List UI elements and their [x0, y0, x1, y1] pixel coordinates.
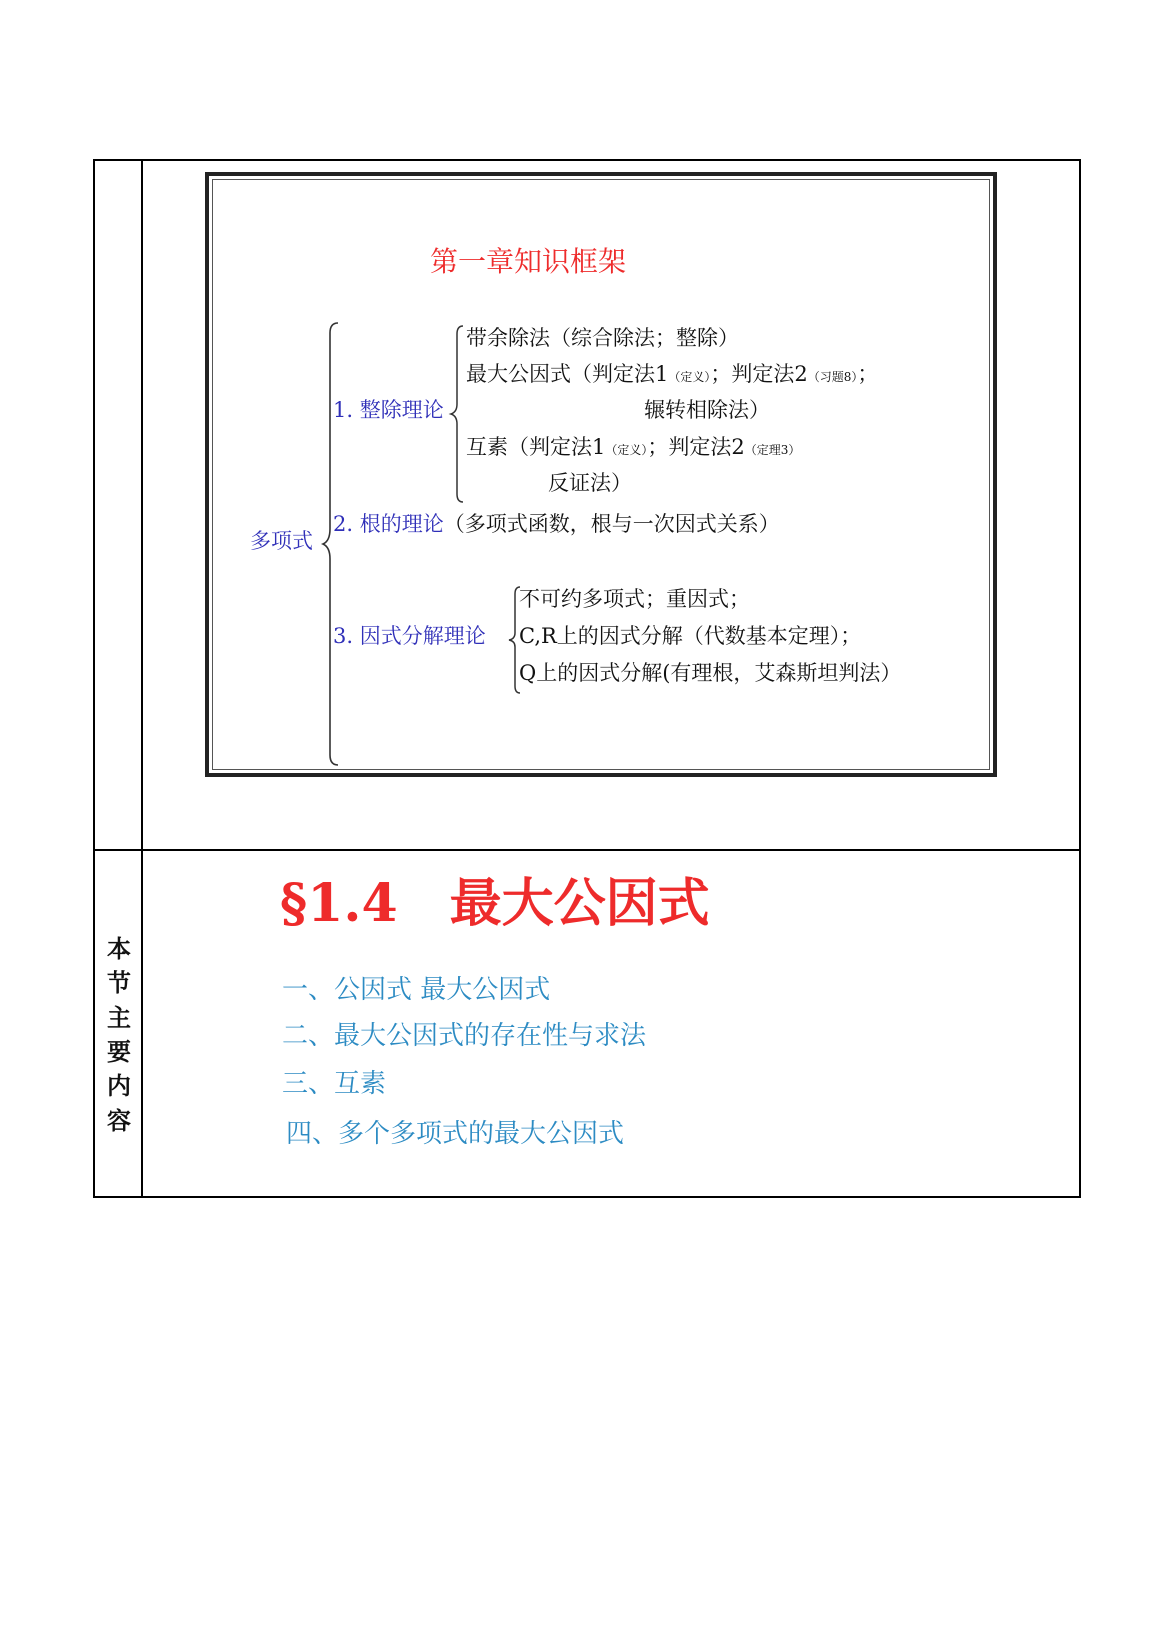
branch-1-item-2: [466, 364, 878, 385]
table-border-middle: [93, 849, 1081, 851]
coprime-line-mid: ；判定法2: [647, 435, 745, 459]
branch-2-label: 2. 根的理论: [333, 512, 444, 536]
branch-1-item-1: 带余除法（综合除法；整除）: [466, 326, 739, 350]
side-label-char-1: 本: [107, 935, 131, 963]
branch-2: [333, 514, 780, 535]
coprime-note-definition: （定义）: [605, 443, 648, 457]
coprime-line-start: 互素（判定法1: [466, 435, 606, 459]
table-border-right: [1079, 159, 1081, 1198]
branch-3-item-2: C,R上的因式分解（代数基本定理）；: [519, 624, 862, 648]
gcd-line-mid: ；判定法2: [710, 362, 808, 386]
section-item-1: 一、公因式 最大公因式: [282, 975, 551, 1005]
side-label-char-6: 容: [107, 1107, 131, 1135]
branch-1-brace: [447, 324, 467, 504]
section-item-3: 三、互素: [282, 1069, 387, 1099]
side-label-char-4: 要: [107, 1038, 131, 1066]
table-border-left: [93, 159, 95, 1198]
diagram-title: 第一章知识框架: [430, 245, 627, 278]
section-item-2: 二、最大公因式的存在性与求法: [282, 1021, 647, 1051]
gcd-note-definition: （定义）: [668, 370, 711, 384]
branch-3-item-1: 不可约多项式；重因式；: [519, 587, 750, 611]
side-label-char-3: 主: [107, 1004, 131, 1032]
branch-3-item-3: Q上的因式分解(有理根，艾森斯坦判法）: [519, 661, 902, 685]
branch-3-label: 3. 因式分解理论: [333, 624, 486, 648]
table-border-top: [93, 159, 1081, 161]
gcd-note-exercise: （习题8）: [807, 370, 858, 384]
gcd-line-start: 最大公因式（判定法1: [466, 362, 669, 386]
table-border-bottom: [93, 1196, 1081, 1198]
branch-1-label: 1. 整除理论: [333, 398, 444, 422]
branch-2-text: （多项式函数，根与一次因式关系）: [443, 512, 780, 536]
branch-1-item-4: [466, 437, 800, 458]
coprime-note-theorem: （定理3）: [744, 443, 801, 457]
side-label-char-5: 内: [107, 1072, 131, 1100]
gcd-line-end: ；: [857, 362, 879, 386]
root-brace: [318, 321, 342, 767]
branch-1-item-3: 辗转相除法）: [644, 398, 770, 422]
section-heading: §1.4 最大公因式: [280, 873, 710, 934]
root-label: 多项式: [250, 529, 313, 553]
section-item-4: 四、多个多项式的最大公因式: [286, 1119, 625, 1149]
side-label-char-2: 节: [107, 969, 131, 997]
branch-1-item-5: 反证法）: [548, 471, 632, 495]
